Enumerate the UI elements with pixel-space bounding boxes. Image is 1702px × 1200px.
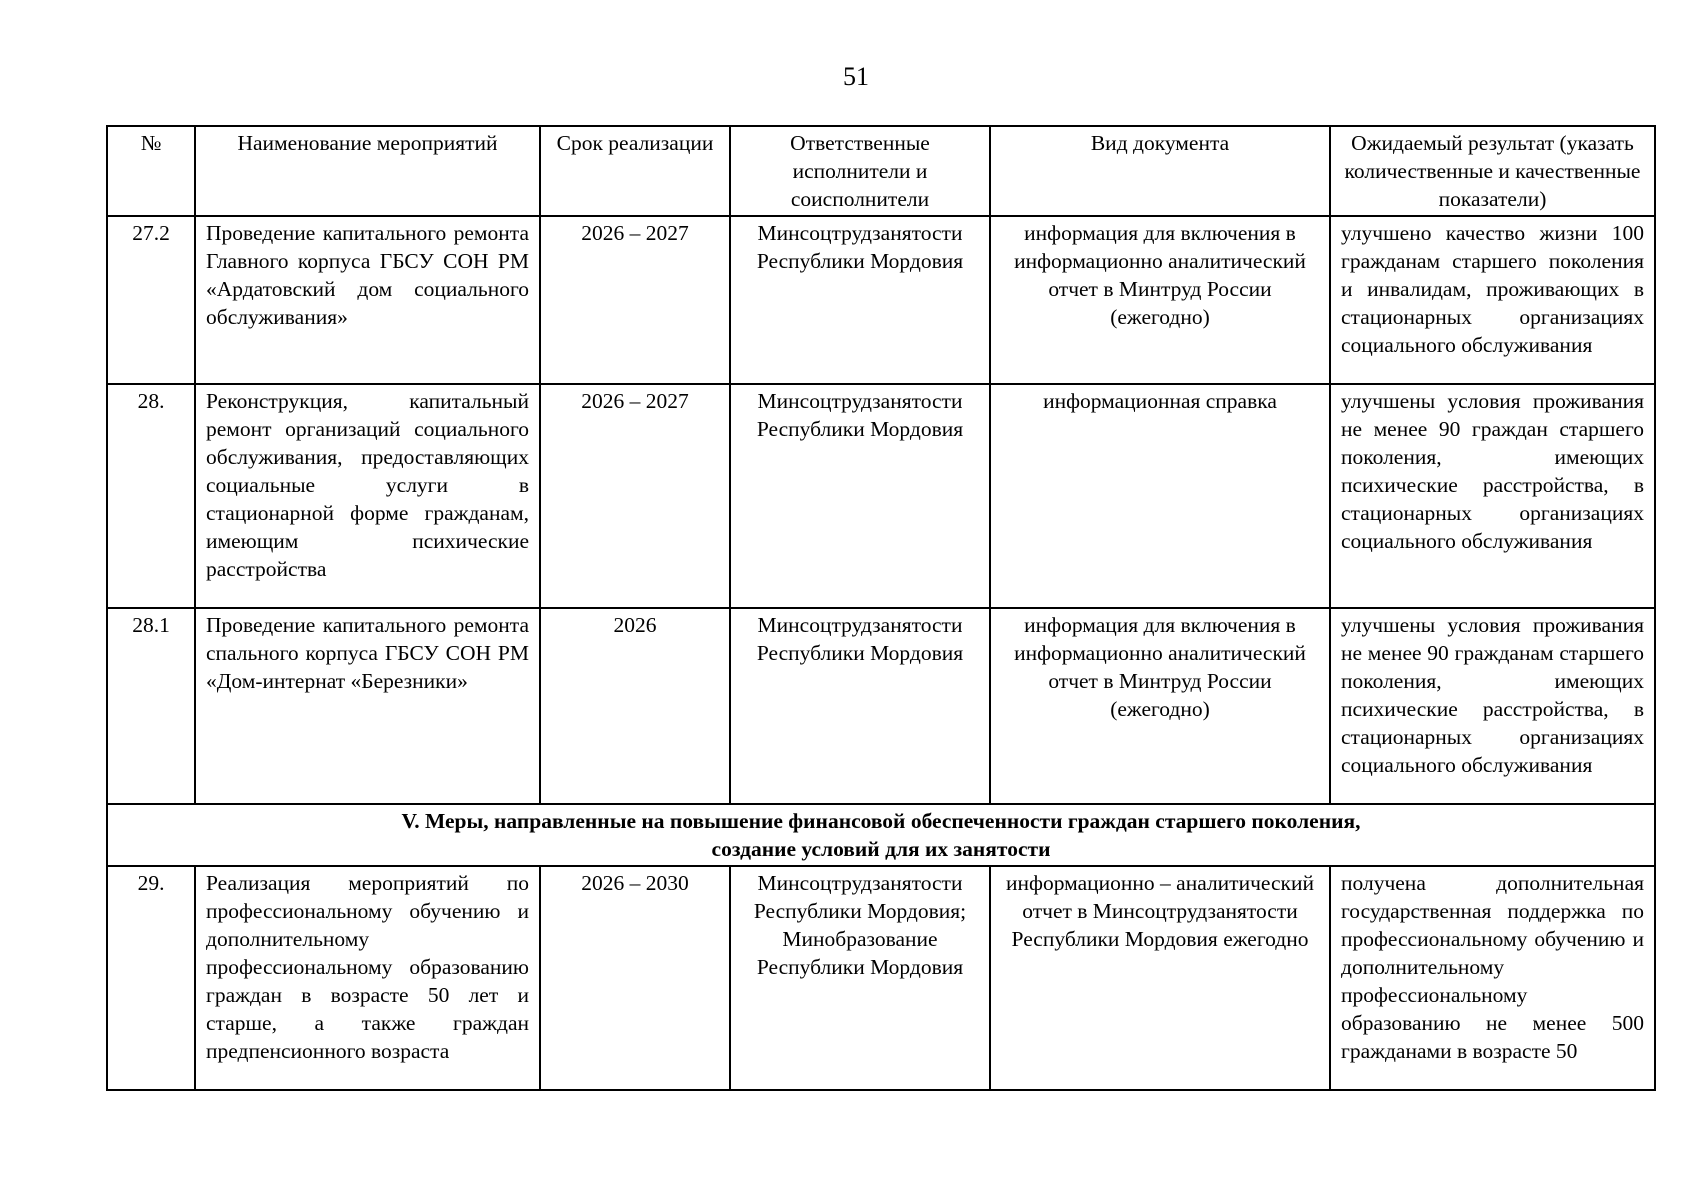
header-doc-type: Вид документа <box>990 126 1330 216</box>
section-heading-row <box>107 804 1655 866</box>
row-term: 2026 – 2027 <box>540 384 730 608</box>
row-num: 27.2 <box>107 216 195 384</box>
table-row <box>107 866 1655 1090</box>
section-title-line1: V. Меры, направленные на повышение финансовой обеспеченности граждан старшего поколения, <box>401 809 1361 833</box>
row-result: улучшены условия проживания не менее 90 гражданам старшего поколения, имеющих психические расстройства, в стационарных организациях социального обслуживания <box>1330 608 1655 804</box>
header-num: № <box>107 126 195 216</box>
row-doc-type: информационная справка <box>990 384 1330 608</box>
header-name: Наименование мероприятий <box>195 126 540 216</box>
row-doc-type: информация для включения в информационно аналитический отчет в Минтруд России (ежегодно) <box>990 216 1330 384</box>
page-number: 51 <box>843 62 869 91</box>
row-doc-type: информационно – аналитический отчет в Минсоцтрудзанятости Республики Мордовия ежегодно <box>990 866 1330 1090</box>
table-row <box>107 216 1655 384</box>
row-name: Реализация мероприятий по профессиональному обучению и дополнительному профессиональному образованию граждан в возрасте 50 лет и старше, а также граждан предпенсионного возраста <box>195 866 540 1090</box>
header-executors: Ответственные исполнители и соисполнители <box>730 126 990 216</box>
header-term: Срок реализации <box>540 126 730 216</box>
row-result: получена дополнительная государственная поддержка по профессиональному обучению и дополнительному профессиональному образованию не менее 500 гражданами в возрасте 50 <box>1330 866 1655 1090</box>
row-result: улучшены условия проживания не менее 90 граждан старшего поколения, имеющих психические расстройства, в стационарных организациях социального обслуживания <box>1330 384 1655 608</box>
row-num: 28.1 <box>107 608 195 804</box>
row-executors: Минсоцтрудзанятости Республики Мордовия <box>730 608 990 804</box>
row-term: 2026 – 2027 <box>540 216 730 384</box>
header-result: Ожидаемый результат (указать количественные и качественные показатели) <box>1330 126 1655 216</box>
row-executors: Минсоцтрудзанятости Республики Мордовия <box>730 384 990 608</box>
measures-table <box>106 125 1656 1091</box>
table-row <box>107 384 1655 608</box>
executor-1: Минсоцтрудзанятости Республики Мордовия; <box>753 871 967 923</box>
row-term: 2026 – 2030 <box>540 866 730 1090</box>
executor-2: Минобразование Республики Мордовия <box>756 927 964 979</box>
row-executors: Минсоцтрудзанятости Республики Мордовия <box>730 216 990 384</box>
row-num: 29. <box>107 866 195 1090</box>
table-header-row <box>107 126 1655 216</box>
section-title-line2: создание условий для их занятости <box>711 837 1051 861</box>
row-num: 28. <box>107 384 195 608</box>
row-term: 2026 <box>540 608 730 804</box>
section-heading <box>107 804 1655 866</box>
row-name: Реконструкция, капитальный ремонт организаций социального обслуживания, предоставляющих социальные услуги в стационарной форме гражданам, имеющим психические расстройства <box>195 384 540 608</box>
row-name: Проведение капитального ремонта спального корпуса ГБСУ СОН РМ «Дом-интернат «Березники» <box>195 608 540 804</box>
row-name: Проведение капитального ремонта Главного корпуса ГБСУ СОН РМ «Ардатовский дом социального обслуживания» <box>195 216 540 384</box>
row-executors <box>730 866 990 1090</box>
row-result: улучшено качество жизни 100 гражданам старшего поколения и инвалидам, проживающих в стационарных организациях социального обслуживания <box>1330 216 1655 384</box>
table-row <box>107 608 1655 804</box>
row-doc-type: информация для включения в информационно аналитический отчет в Минтруд России (ежегодно) <box>990 608 1330 804</box>
